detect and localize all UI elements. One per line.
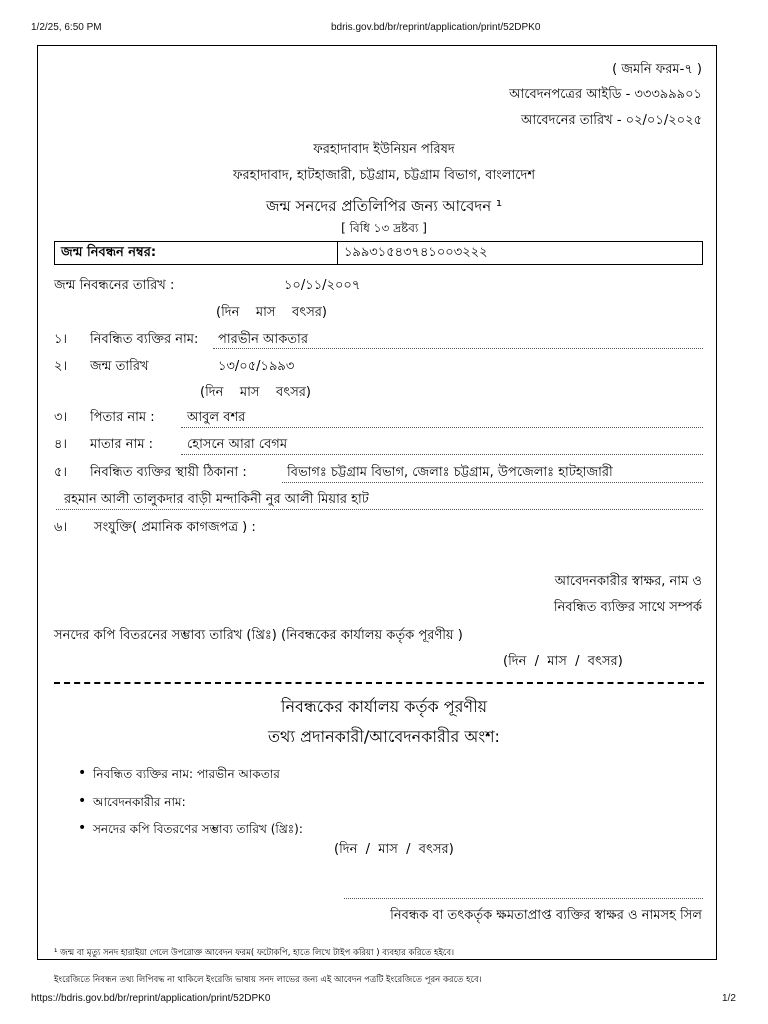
item5-label: নিবন্ধিত ব্যক্তির স্থায়ী ঠিকানা : [90,465,247,480]
application-date: আবেদনের তারিখ - ০২/০১/২০২৫ [521,113,702,128]
registrar-signature-line [344,898,703,899]
item6-label: সংযুক্তি( প্রমানিক কাগজপত্র ) : [94,520,256,535]
item1-number: ১। [54,332,68,347]
delivery-date-label: সনদের কপি বিতরনের সম্ভাব্য তারিখ (খ্রিঃ) (নিবন্ধকের কার্যালয় কর্তৃক পূরণীয় ) [54,628,463,643]
item5-value-line2: রহমান আলী তালুকদার বাড়ী মন্দাকিনী নুর আলী মিয়ার হাট [64,492,369,507]
item3-underline [181,427,703,428]
applicant-relation-label: নিবন্ধিত ব্যক্তির সাথে সম্পর্ক [553,600,702,615]
form-subtitle: [ বিধি ১৩ দ্রষ্টব্য ] [341,221,427,235]
office-name: ফরহাদাবাদ ইউনিয়ন পরিষদ [313,142,455,157]
application-id: আবেদনপত্রের আইডি - ৩৩৩৯৯৯০১ [509,87,702,102]
informant-part-heading: তথ্য প্রদানকারী/আবেদনকারীর অংশ: [268,727,500,746]
item1-value: পারভীন আকতার [218,332,308,347]
dashed-separator [54,682,704,684]
bullet-registered-name: • নিবন্ধিত ব্যক্তির নাম: পারভীন আকতার [93,766,280,786]
print-datetime: 1/2/25, 6:50 PM [31,22,102,33]
item5-number: ৫। [54,465,68,480]
print-page-number: 1/2 [722,993,736,1004]
bullet-delivery-date-format: (দিন / মাস / বৎসর) [334,842,454,857]
item3-value: আবুল বশর [187,410,246,425]
item2-value: ১৩/০৫/১৯৯৩ [218,359,295,374]
form-title: জন্ম সনদের প্রতিলিপির জন্য আবেদন ¹ [265,197,502,215]
item3-number: ৩। [54,410,68,425]
registration-number-label: জন্ম নিবন্ধন নম্বর: [55,242,338,264]
item2-number: ২। [54,359,68,374]
applicant-signature-label: আবেদনকারীর স্বাক্ষর, নাম ও [554,574,702,589]
item2-label: জন্ম তারিখ [90,359,149,374]
registration-date-label: জন্ম নিবন্ধনের তারিখ : [54,278,175,293]
item5-value: বিভাগঃ চট্টগ্রাম বিভাগ, জেলাঃ চট্টগ্রাম, উপজেলাঃ হাটহাজারী [287,465,613,480]
form-number: ( জমনি ফরম-৭ ) [612,62,702,77]
footnote: ¹ জন্ম বা মৃত্যু সনদ হারাইয়া গেলে উপরোক্ত আবেদন ফরম( ফটোকপি, হাতে লিখে টাইপ করিয়া ) ব্যবহার করিতে হইবে। [54,948,455,958]
registration-date-format: (দিন মাস বৎসর) [216,305,328,320]
item4-label: মাতার নাম : [90,437,154,452]
item4-value: হোসনে আরা বেগম [187,437,288,452]
item4-number: ৪। [54,437,68,452]
item3-label: পিতার নাম : [90,410,155,425]
item1-label: নিবন্ধিত ব্যক্তির নাম: [90,332,199,347]
item5-underline [282,482,703,483]
item6-number: ৬। [54,520,68,535]
office-address: ফরহাদাবাদ, হাটহাজারী, চট্টগ্রাম, চট্টগ্রাম বিভাগ, বাংলাদেশ [232,168,536,183]
bullet-applicant-name: • আবেদনকারীর নাম: [93,794,186,814]
registration-date-value: ১০/১১/২০০৭ [284,278,361,293]
item5-underline-2 [56,509,703,510]
item4-underline [181,454,703,455]
birth-date-format: (দিন মাস বৎসর) [200,385,312,400]
registration-number-value: ১৯৯৩১৫৪৩৭৪১০০৩২২২ [344,244,488,260]
print-url-top: bdris.gov.bd/br/reprint/application/print/52DPK0 [331,22,541,33]
english-note: ইংরেজিতে নিবন্ধন তথ্য লিপিবদ্ধ না থাকিলে ইংরেজি ভাষায় সনদ লাভের জন্য এই আবেদন পত্রটি ইংরেজিতে পূরন করতে হবে। [54,975,482,985]
registration-number-box [54,241,703,265]
office-part-heading: নিবন্ধকের কার্যালয় কর্তৃক পূরণীয় [280,697,488,716]
registrar-signature-label: নিবন্ধক বা তৎকর্তৃক ক্ষমতাপ্রাপ্ত ব্যক্তির স্বাক্ষর ও নামসহ সিল [390,908,702,923]
print-url-bottom: https://bdris.gov.bd/br/reprint/application/print/52DPK0 [31,993,271,1004]
item1-underline [213,348,703,349]
bullet-delivery-date: • সনদের কপি বিতরণের সম্ভাব্য তারিখ (খ্রিঃ): [93,821,303,841]
delivery-date-format: (দিন / মাস / বৎসর) [503,654,623,669]
